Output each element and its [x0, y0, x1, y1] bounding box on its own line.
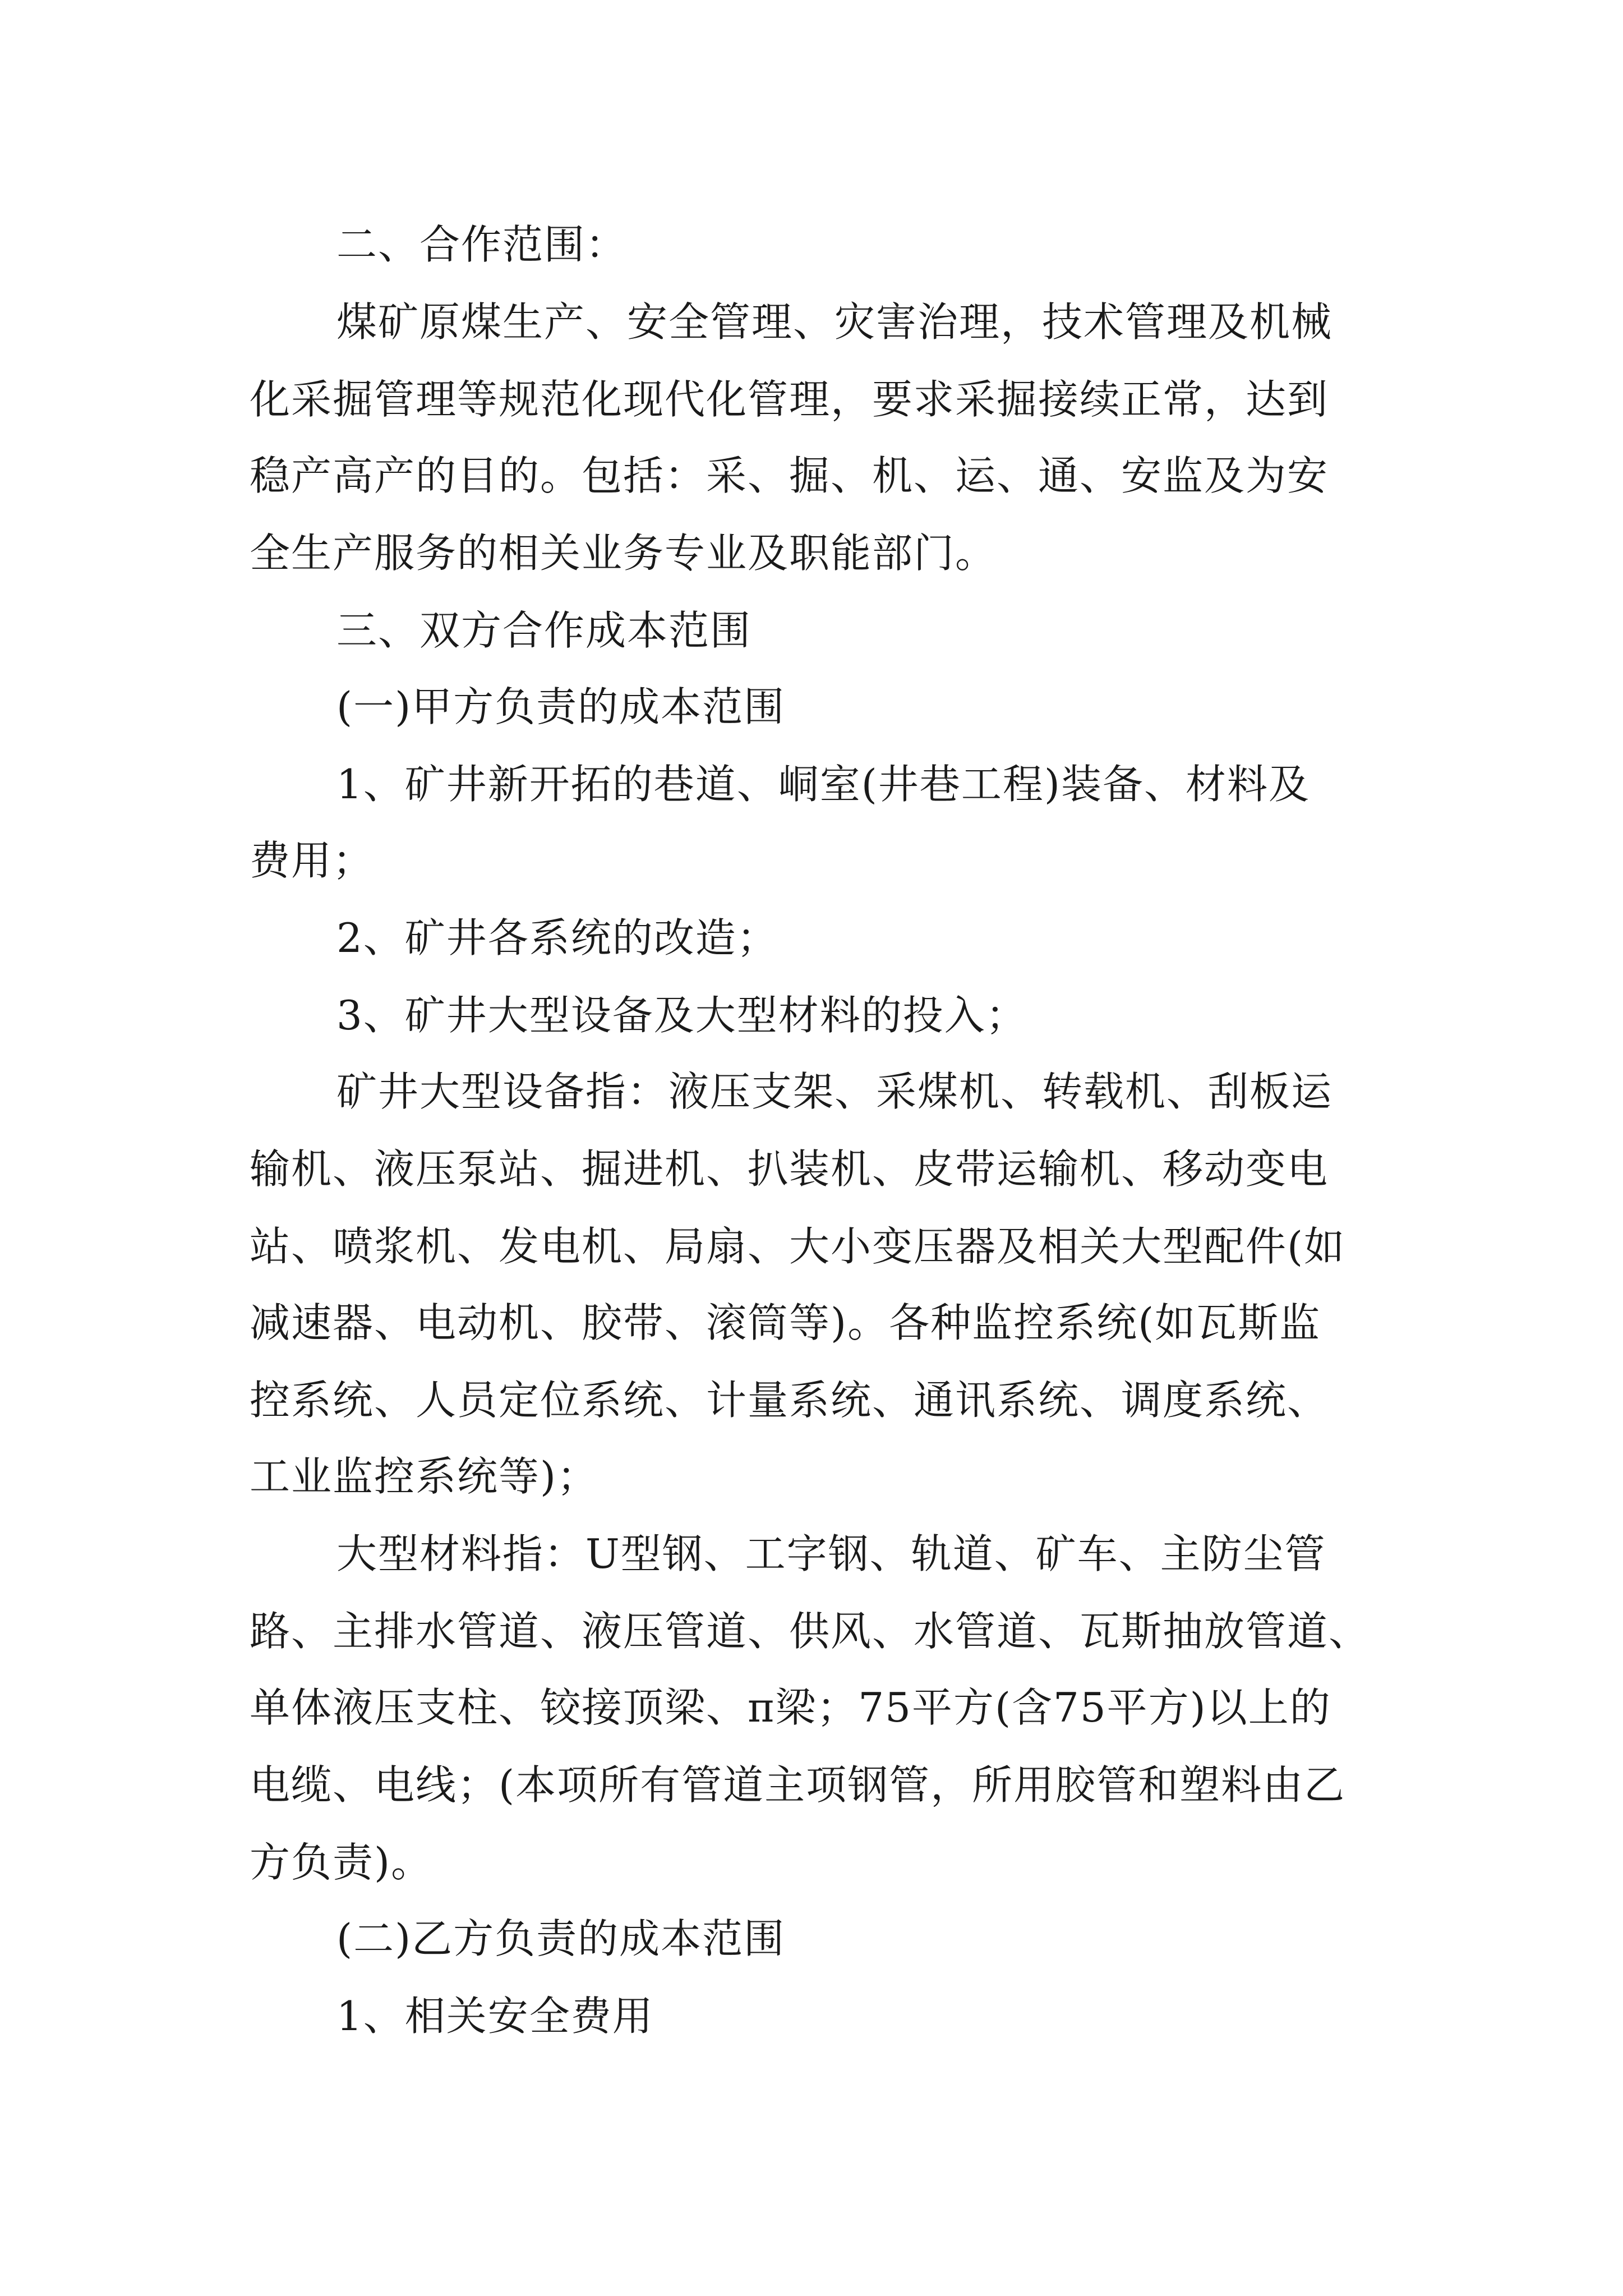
section-heading-cooperation-scope: 二、合作范围：	[336, 221, 628, 268]
paragraph-line: 单体液压支柱、铰接顶梁、π梁；75平方(含75平方)以上的	[250, 1684, 1331, 1731]
paragraph-line: 大型材料指：U型钢、工字钢、轨道、矿车、主防尘管	[336, 1530, 1326, 1577]
paragraph-line: 站、喷浆机、发电机、局扇、大小变压器及相关大型配件(如	[250, 1223, 1346, 1270]
paragraph-line: 化采掘管理等规范化现代化管理，要求采掘接续正常，达到	[250, 376, 1329, 423]
subsection-heading-party-b: (二)乙方负责的成本范围	[336, 1915, 786, 1962]
paragraph-line: 矿井大型设备指：液压支架、采煤机、转载机、刮板运	[336, 1068, 1333, 1115]
paragraph-line: 费用；	[250, 837, 375, 884]
list-item: 3、矿井大型设备及大型材料的投入；	[336, 992, 1027, 1039]
subsection-heading-party-a: (一)甲方负责的成本范围	[336, 683, 786, 730]
paragraph-line: 电缆、电线；(本项所有管道主项钢管，所用胶管和塑料由乙	[250, 1761, 1346, 1809]
paragraph-line: 输机、液压泵站、掘进机、扒装机、皮带运输机、移动变电	[250, 1145, 1329, 1193]
paragraph-line: 路、主排水管道、液压管道、供风、水管道、瓦斯抽放管道、	[250, 1608, 1371, 1655]
paragraph-line: 煤矿原煤生产、安全管理、灾害治理，技术管理及机械	[336, 298, 1333, 346]
paragraph-line: 工业监控系统等)；	[250, 1453, 599, 1500]
list-item: 2、矿井各系统的改造；	[336, 914, 778, 961]
list-item: 1、相关安全费用	[336, 1993, 654, 2040]
paragraph-line: 方负责)。	[250, 1839, 433, 1886]
list-item: 1、矿井新开拓的巷道、峒室(井巷工程)装备、材料及	[336, 761, 1310, 808]
section-heading-cost-scope: 三、双方合作成本范围	[336, 607, 752, 654]
paragraph-line: 全生产服务的相关业务专业及职能部门。	[250, 530, 997, 577]
paragraph-line: 控系统、人员定位系统、计量系统、通讯系统、调度系统、	[250, 1377, 1329, 1424]
paragraph-line: 减速器、电动机、胶带、滚筒等)。各种监控系统(如瓦斯监	[250, 1299, 1321, 1346]
paragraph-line: 稳产高产的目的。包括：采、掘、机、运、通、安监及为安	[250, 452, 1329, 499]
